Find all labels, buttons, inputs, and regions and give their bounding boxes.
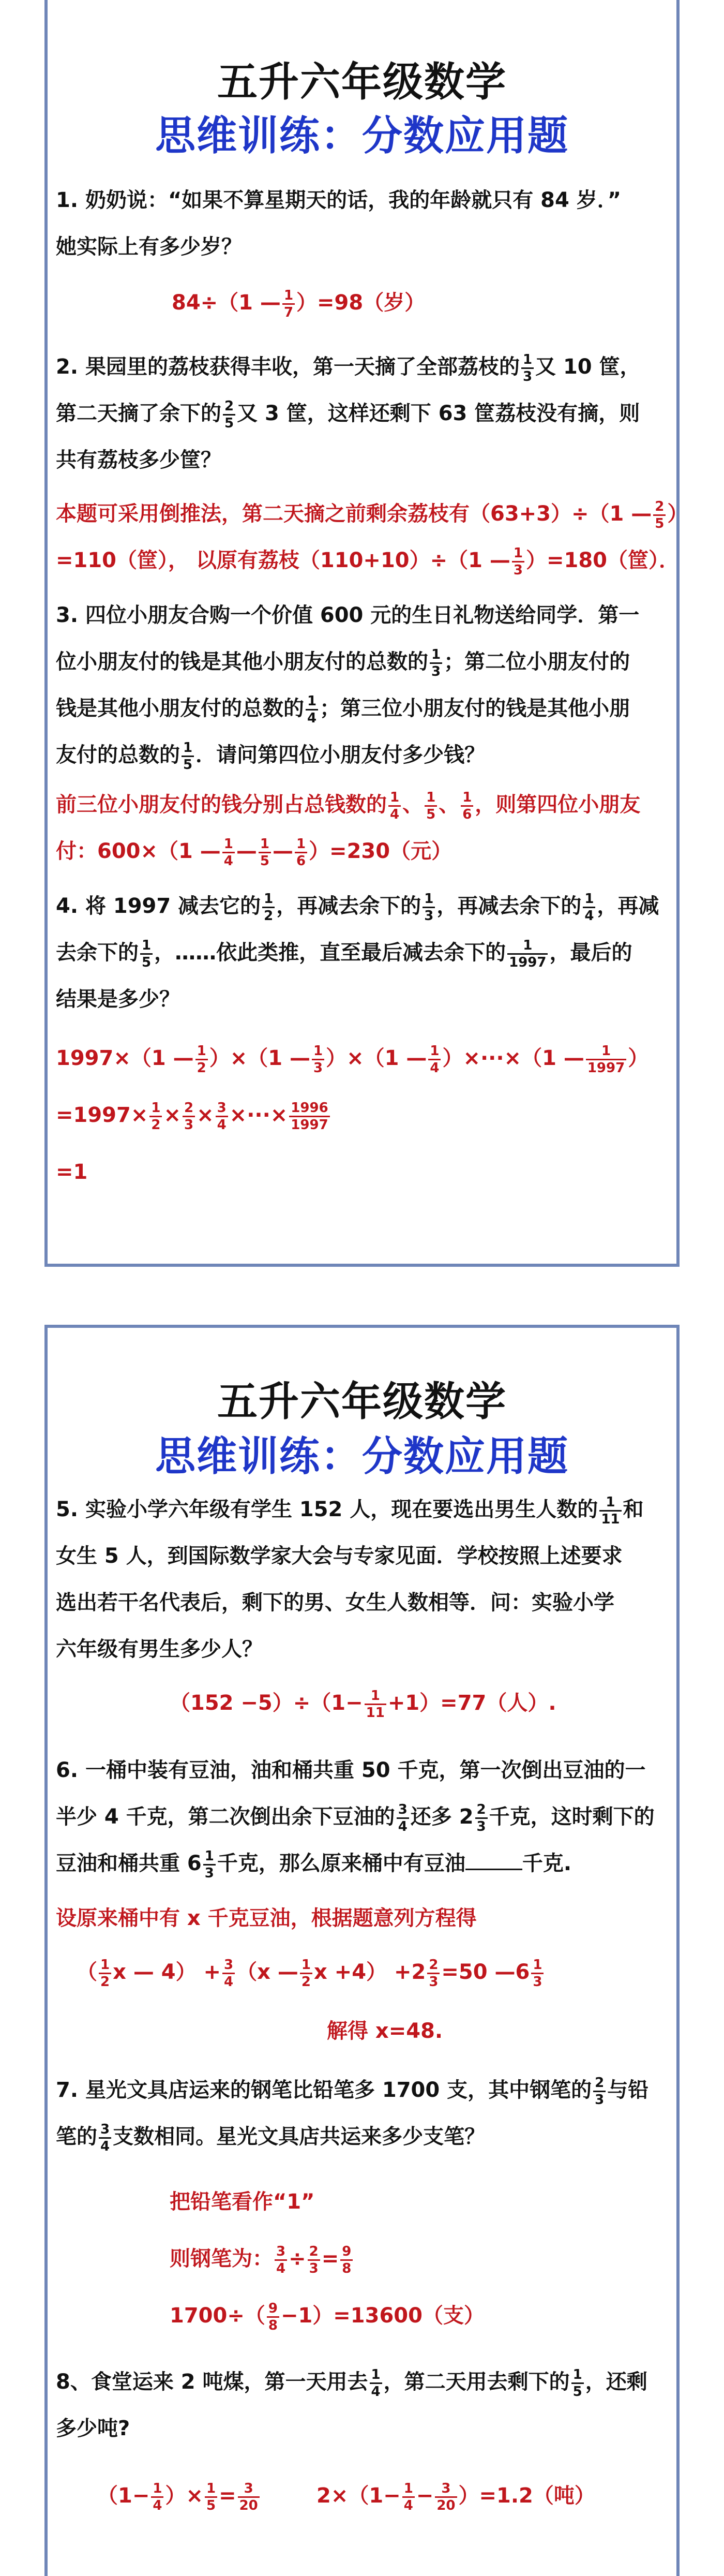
numerator: 3 <box>222 1957 235 1974</box>
numerator: 1 <box>262 891 275 908</box>
numerator: 1 <box>203 1848 216 1866</box>
text-segment: 、 <box>439 793 460 817</box>
text-segment: ×···× <box>229 1103 288 1127</box>
denominator: 3 <box>424 908 434 924</box>
denominator: 3 <box>522 368 533 384</box>
fraction <box>475 1802 488 1834</box>
numerator: 1 <box>312 1043 324 1060</box>
fraction <box>99 1957 111 1990</box>
numerator: 1996 <box>289 1100 329 1117</box>
text-segment: = <box>219 2484 236 2508</box>
text-segment: 与铅 <box>607 2078 649 2102</box>
fraction <box>195 1043 208 1076</box>
text-segment: 千克，那么原来桶中有豆油 <box>217 1852 465 1875</box>
fraction <box>222 836 235 869</box>
question-2 <box>56 344 668 483</box>
text-segment: 1997×（1 — <box>56 1046 194 1070</box>
question-3-line-3 <box>56 685 668 732</box>
denominator: 4 <box>100 2138 110 2154</box>
fraction <box>149 1100 162 1133</box>
text-segment: （ <box>77 1960 97 1984</box>
denominator: 11 <box>601 1511 620 1527</box>
denominator: 4 <box>403 2497 413 2513</box>
fraction <box>216 1100 228 1133</box>
page-title: 五升六年级数学 <box>217 1379 507 1425</box>
fraction <box>140 938 153 970</box>
denominator: 5 <box>572 2383 582 2400</box>
denominator: 7 <box>283 304 294 320</box>
text-segment: ，……依此类推，直至最后减去余下的 <box>154 941 506 965</box>
fraction <box>425 790 437 822</box>
denominator: 1997 <box>291 1117 328 1133</box>
text-segment: 2×（1− <box>316 2484 401 2508</box>
question-8-line-2: 多少吨? <box>56 2417 130 2440</box>
text-segment: — <box>236 839 257 863</box>
answer-3-line-1 <box>56 781 640 828</box>
denominator: 3 <box>184 1117 194 1133</box>
text-segment: +1）=77（人）. <box>387 1691 556 1715</box>
question-8 <box>56 2359 668 2452</box>
text-segment: 千克. <box>522 1852 572 1875</box>
text-segment: =110（筐）， 以原有荔枝（110+10）÷（1 — <box>56 549 510 572</box>
text-segment: （x — <box>236 1960 298 1984</box>
denominator: 1997 <box>509 954 547 970</box>
text-segment: 还多 2 <box>410 1805 474 1829</box>
question-8-line-1 <box>56 2359 668 2405</box>
numerator: 3 <box>275 2244 287 2261</box>
denominator: 1997 <box>587 1060 625 1076</box>
numerator: 1 <box>151 2481 163 2498</box>
text-segment: 2. 果园里的荔枝获得丰收，第一天摘了全部荔枝的 <box>56 355 520 379</box>
denominator: 6 <box>296 853 306 869</box>
numerator: 3 <box>238 2481 260 2498</box>
denominator: 3 <box>204 1865 214 1881</box>
text-segment: 豆油和桶共重 6 <box>56 1852 202 1875</box>
text-segment: x +4） +2 <box>313 1960 426 1984</box>
fraction <box>653 499 666 531</box>
text-segment: 7. 星光文具店运来的钢笔比铅笔多 1700 支，其中钢笔的 <box>56 2078 592 2102</box>
numerator: 1 <box>461 790 473 807</box>
answer-7-line-1: 把铅笔看作“1” <box>170 2190 315 2214</box>
denominator: 3 <box>476 1818 486 1834</box>
fraction <box>282 288 295 320</box>
text-segment: ）× <box>165 2484 203 2508</box>
page-title: 五升六年级数学 <box>217 59 507 106</box>
fraction <box>223 398 235 431</box>
denominator: 4 <box>430 1060 440 1076</box>
denominator: 5 <box>206 2497 216 2513</box>
question-5-line-2: 女生 5 人，到国际数学家大会与专家见面．学校按照上述要求 <box>56 1544 623 1568</box>
fraction <box>583 891 595 924</box>
text-segment: =1997× <box>56 1103 148 1127</box>
text-segment: 千克，这时剩下的 <box>489 1805 655 1829</box>
numerator: 1 <box>282 288 295 305</box>
answer-4 <box>56 1030 648 1201</box>
text-segment: × <box>197 1103 214 1127</box>
denominator: 3 <box>309 2260 319 2276</box>
text-segment: 第二天摘了余下的 <box>56 402 221 425</box>
answer-5 <box>170 1680 556 1726</box>
text-segment: 友付的总数的 <box>56 743 180 767</box>
fraction <box>571 2367 584 2400</box>
question-3 <box>56 592 668 778</box>
text-segment: =50 —6 <box>441 1960 530 1984</box>
numerator: 2 <box>475 1802 488 1819</box>
answer-1 <box>172 279 425 326</box>
fraction <box>512 545 524 578</box>
denominator: 4 <box>307 710 317 726</box>
numerator: 3 <box>216 1100 228 1117</box>
denominator: 3 <box>513 562 523 578</box>
answer-8-step-1 <box>97 2473 261 2519</box>
numerator: 2 <box>427 1957 440 1974</box>
denominator: 4 <box>371 2383 381 2400</box>
text-segment: ，第二天用去剩下的 <box>383 2370 570 2394</box>
question-7-line-2 <box>56 2113 668 2160</box>
numerator: 1 <box>182 740 194 757</box>
fraction <box>340 2244 353 2276</box>
question-4 <box>56 883 668 1023</box>
numerator: 1 <box>599 1494 621 1512</box>
question-6 <box>56 1747 668 1887</box>
denominator: 3 <box>429 1974 439 1990</box>
numerator: 1 <box>586 1043 626 1060</box>
denominator: 3 <box>431 663 441 679</box>
question-7 <box>56 2067 668 2160</box>
numerator: 1 <box>365 1688 386 1705</box>
denominator: 11 <box>366 1705 385 1721</box>
numerator: 2 <box>308 2244 320 2261</box>
denominator: 4 <box>224 1974 234 1990</box>
denominator: 8 <box>342 2260 352 2276</box>
fraction <box>586 1043 626 1076</box>
denominator: 2 <box>100 1974 110 1990</box>
text-segment: 本题可采用倒推法，第二天摘之前剩余荔枝有（63+3）÷（1 — <box>56 502 652 526</box>
question-4-line-3: 结果是多少？ <box>56 987 180 1011</box>
fraction <box>461 790 473 822</box>
fraction <box>267 2301 279 2333</box>
text-segment: − <box>416 2484 434 2508</box>
answer-3 <box>56 781 640 875</box>
fraction <box>262 891 275 924</box>
text-segment: ）×（1 — <box>326 1046 427 1070</box>
denominator: 2 <box>264 908 274 924</box>
numerator: 3 <box>99 2122 111 2139</box>
denominator: 4 <box>217 1117 227 1133</box>
question-1-line-1: 1. 奶奶说：“如果不算星期天的话，我的年龄就只有 84 岁．” <box>56 188 622 212</box>
fraction <box>238 2481 260 2513</box>
answer-6-intro: 设原来桶中有 x 千克豆油，根据题意列方程得 <box>56 1906 477 1930</box>
text-segment: 去余下的 <box>56 941 139 965</box>
question-1-line-2: 她实际上有多少岁？ <box>56 235 242 259</box>
numerator: 1 <box>531 1957 544 1974</box>
numerator: 1 <box>583 891 595 908</box>
answer-7-line-2 <box>170 2230 485 2287</box>
text-segment: 5. 实验小学六年级有学生 152 人，现在要选出男生人数的 <box>56 1498 598 1521</box>
fraction <box>308 2244 320 2276</box>
numerator: 1 <box>430 647 442 664</box>
question-5-line-3: 选出若干名代表后，剩下的男、女生人数相等．问：实验小学 <box>56 1591 614 1615</box>
denominator: 2 <box>197 1060 206 1076</box>
numerator: 2 <box>653 499 666 516</box>
denominator: 5 <box>655 515 665 531</box>
answer-7-line-3 <box>170 2287 485 2344</box>
fraction <box>428 1043 441 1076</box>
text-segment: ．请问第四位小朋友付多少钱？ <box>195 743 486 767</box>
worksheet-panel-2 <box>44 1325 680 2576</box>
answer-8-step-2 <box>316 2473 595 2519</box>
denominator: 5 <box>260 853 269 869</box>
text-segment: ，还剩 <box>585 2370 647 2394</box>
denominator: 5 <box>426 806 436 822</box>
numerator: 2 <box>183 1100 195 1117</box>
numerator: 1 <box>423 891 435 908</box>
question-6-line-2 <box>56 1794 668 1840</box>
numerator: 2 <box>223 398 235 416</box>
question-7-line-1 <box>56 2067 668 2113</box>
answer-4-line-1 <box>56 1030 648 1087</box>
text-segment: ，再减去余下的 <box>276 894 421 918</box>
denominator: 4 <box>153 2497 162 2513</box>
text-segment: ）×（1 — <box>209 1046 310 1070</box>
denominator: 3 <box>533 1974 542 1990</box>
question-2-line-2 <box>56 390 668 437</box>
denominator: 2 <box>301 1974 311 1990</box>
question-5-line-4: 六年级有男生多少人？ <box>56 1637 263 1661</box>
numerator: 1 <box>222 836 235 853</box>
fraction <box>289 1100 329 1133</box>
fraction <box>300 1957 312 1990</box>
text-segment: ）×···×（1 — <box>442 1046 584 1070</box>
text-segment: 半少 4 千克，第二次倒出余下豆油的 <box>56 1805 395 1829</box>
page-subtitle: 思维训练：分数应用题 <box>155 1433 569 1480</box>
fraction <box>259 836 271 869</box>
text-segment: 则钢笔为： <box>170 2247 273 2271</box>
denominator: 20 <box>239 2497 258 2513</box>
denominator: 3 <box>313 1060 323 1076</box>
fraction <box>388 790 401 822</box>
answer-2-line-2 <box>56 537 688 584</box>
denominator: 5 <box>224 415 234 431</box>
text-segment: 、 <box>402 793 424 817</box>
numerator: 1 <box>149 1100 162 1117</box>
text-segment: ） <box>628 1046 649 1070</box>
denominator: 20 <box>436 2497 456 2513</box>
fraction <box>507 938 548 970</box>
answer-2-line-1 <box>56 491 688 537</box>
text-segment: 支数相同。星光文具店共运来多少支笔？ <box>113 2125 486 2149</box>
text-segment: 8、食堂运来 2 吨煤，第一天用去 <box>56 2370 368 2394</box>
fraction <box>203 1848 216 1881</box>
text-segment: ，再减去余下的 <box>436 894 582 918</box>
fraction <box>312 1043 324 1076</box>
fraction <box>365 1688 386 1721</box>
denominator: 4 <box>390 806 400 822</box>
numerator: 1 <box>507 938 548 955</box>
text-segment: 又 3 筐，这样还剩下 63 筐荔枝没有摘，则 <box>237 402 640 425</box>
fraction <box>402 2481 415 2513</box>
answer-7 <box>170 2173 485 2344</box>
numerator: 9 <box>267 2301 279 2318</box>
answer-2 <box>56 491 688 584</box>
question-3-line-2 <box>56 639 668 685</box>
fraction <box>430 647 442 679</box>
numerator: 1 <box>140 938 153 955</box>
text-segment: ）=180（筐）． <box>525 549 680 572</box>
text-segment: 前三位小朋友付的钱分别占总钱数的 <box>56 793 387 817</box>
answer-blank <box>465 1851 522 1870</box>
text-segment: ）=230（元） <box>309 839 452 863</box>
numerator: 1 <box>195 1043 208 1060</box>
fraction <box>306 693 318 726</box>
text-segment: 笔的 <box>56 2125 97 2149</box>
text-segment: （1− <box>97 2484 150 2508</box>
fraction <box>593 2075 606 2108</box>
question-6-line-1: 6. 一桶中装有豆油，油和桶共重 50 千克，第一次倒出豆油的一 <box>56 1758 646 1782</box>
numerator: 1 <box>388 790 401 807</box>
text-segment: 付：600×（1 — <box>56 839 221 863</box>
denominator: 2 <box>151 1117 161 1133</box>
numerator: 1 <box>521 352 534 369</box>
numerator: 1 <box>300 1957 312 1974</box>
text-segment: ；第三位小朋友付的钱是其他小朋 <box>320 697 630 720</box>
text-segment: × <box>163 1103 181 1127</box>
text-segment: 和 <box>623 1498 644 1521</box>
fraction <box>222 1957 235 1990</box>
text-segment: ）=98（岁） <box>296 291 426 315</box>
numerator: 2 <box>593 2075 606 2092</box>
answer-3-line-2 <box>56 828 640 875</box>
question-6-line-3 <box>56 1840 668 1887</box>
page-subtitle: 思维训练：分数应用题 <box>155 113 569 159</box>
question-2-line-3: 共有荔枝多少筐？ <box>56 448 221 472</box>
numerator: 1 <box>306 693 318 710</box>
denominator: 4 <box>223 853 233 869</box>
question-1 <box>56 177 668 270</box>
text-segment: 又 10 筐， <box>535 355 641 379</box>
text-segment: （152 −5）÷（1− <box>170 1691 363 1715</box>
numerator: 9 <box>340 2244 353 2261</box>
text-segment: 位小朋友付的钱是其他小朋友付的总数的 <box>56 650 428 674</box>
question-2-line-1 <box>56 344 668 390</box>
question-5 <box>56 1486 668 1672</box>
text-segment: = <box>321 2247 339 2271</box>
question-5-line-1 <box>56 1486 668 1533</box>
fraction <box>275 2244 287 2276</box>
fraction <box>397 1802 409 1834</box>
text-segment: 钱是其他小朋友付的总数的 <box>56 697 304 720</box>
fraction <box>99 2122 111 2154</box>
fraction <box>521 352 534 384</box>
question-3-line-4 <box>56 732 668 778</box>
denominator: 3 <box>595 2092 605 2108</box>
numerator: 1 <box>259 836 271 853</box>
text-segment: −1）=13600（支） <box>280 2304 485 2328</box>
denominator: 4 <box>584 908 594 924</box>
text-segment: x — 4） + <box>113 1960 221 1984</box>
answer-6-equation <box>77 1949 545 1995</box>
fraction <box>151 2481 163 2513</box>
numerator: 1 <box>370 2367 382 2384</box>
numerator: 1 <box>425 790 437 807</box>
numerator: 3 <box>435 2481 457 2498</box>
fraction <box>531 1957 544 1990</box>
text-segment: ，最后的 <box>549 941 632 965</box>
denominator: 5 <box>142 954 152 970</box>
numerator: 1 <box>402 2481 415 2498</box>
worksheet-panel-1 <box>44 0 688 1267</box>
fraction <box>435 2481 457 2513</box>
answer-4-line-3: =1 <box>56 1160 88 1184</box>
fraction <box>205 2481 217 2513</box>
denominator: 5 <box>183 757 193 773</box>
denominator: 8 <box>268 2317 278 2333</box>
fraction <box>183 1100 195 1133</box>
text-segment: ，则第四位小朋友 <box>475 793 641 817</box>
fraction <box>182 740 194 773</box>
numerator: 1 <box>512 545 524 562</box>
text-segment: ） <box>667 502 688 526</box>
fraction <box>423 891 435 924</box>
text-segment: 84÷（1 — <box>172 291 281 315</box>
answer-6-result: 解得 x=48. <box>327 2019 443 2043</box>
numerator: 1 <box>205 2481 217 2498</box>
question-4-line-2 <box>56 929 668 976</box>
denominator: 6 <box>462 806 472 822</box>
denominator: 4 <box>276 2260 286 2276</box>
text-segment: 4. 将 1997 减去它的 <box>56 894 261 918</box>
text-segment: — <box>272 839 293 863</box>
fraction <box>427 1957 440 1990</box>
text-segment: ）=1.2（吨） <box>458 2484 595 2508</box>
text-segment: ，再减 <box>597 894 659 918</box>
question-4-line-1 <box>56 883 668 929</box>
numerator: 1 <box>571 2367 584 2384</box>
text-segment: 1700÷（ <box>170 2304 265 2328</box>
numerator: 1 <box>295 836 307 853</box>
numerator: 1 <box>428 1043 441 1060</box>
numerator: 3 <box>397 1802 409 1819</box>
denominator: 4 <box>398 1818 408 1834</box>
numerator: 1 <box>99 1957 111 1974</box>
fraction <box>370 2367 382 2400</box>
question-3-line-1: 3. 四位小朋友合购一个价值 600 元的生日礼物送给同学．第一 <box>56 603 640 627</box>
text-segment: ；第二位小朋友付的 <box>444 650 630 674</box>
fraction <box>599 1494 621 1527</box>
answer-4-line-2 <box>56 1087 648 1144</box>
fraction <box>295 836 307 869</box>
text-segment: ÷ <box>289 2247 306 2271</box>
